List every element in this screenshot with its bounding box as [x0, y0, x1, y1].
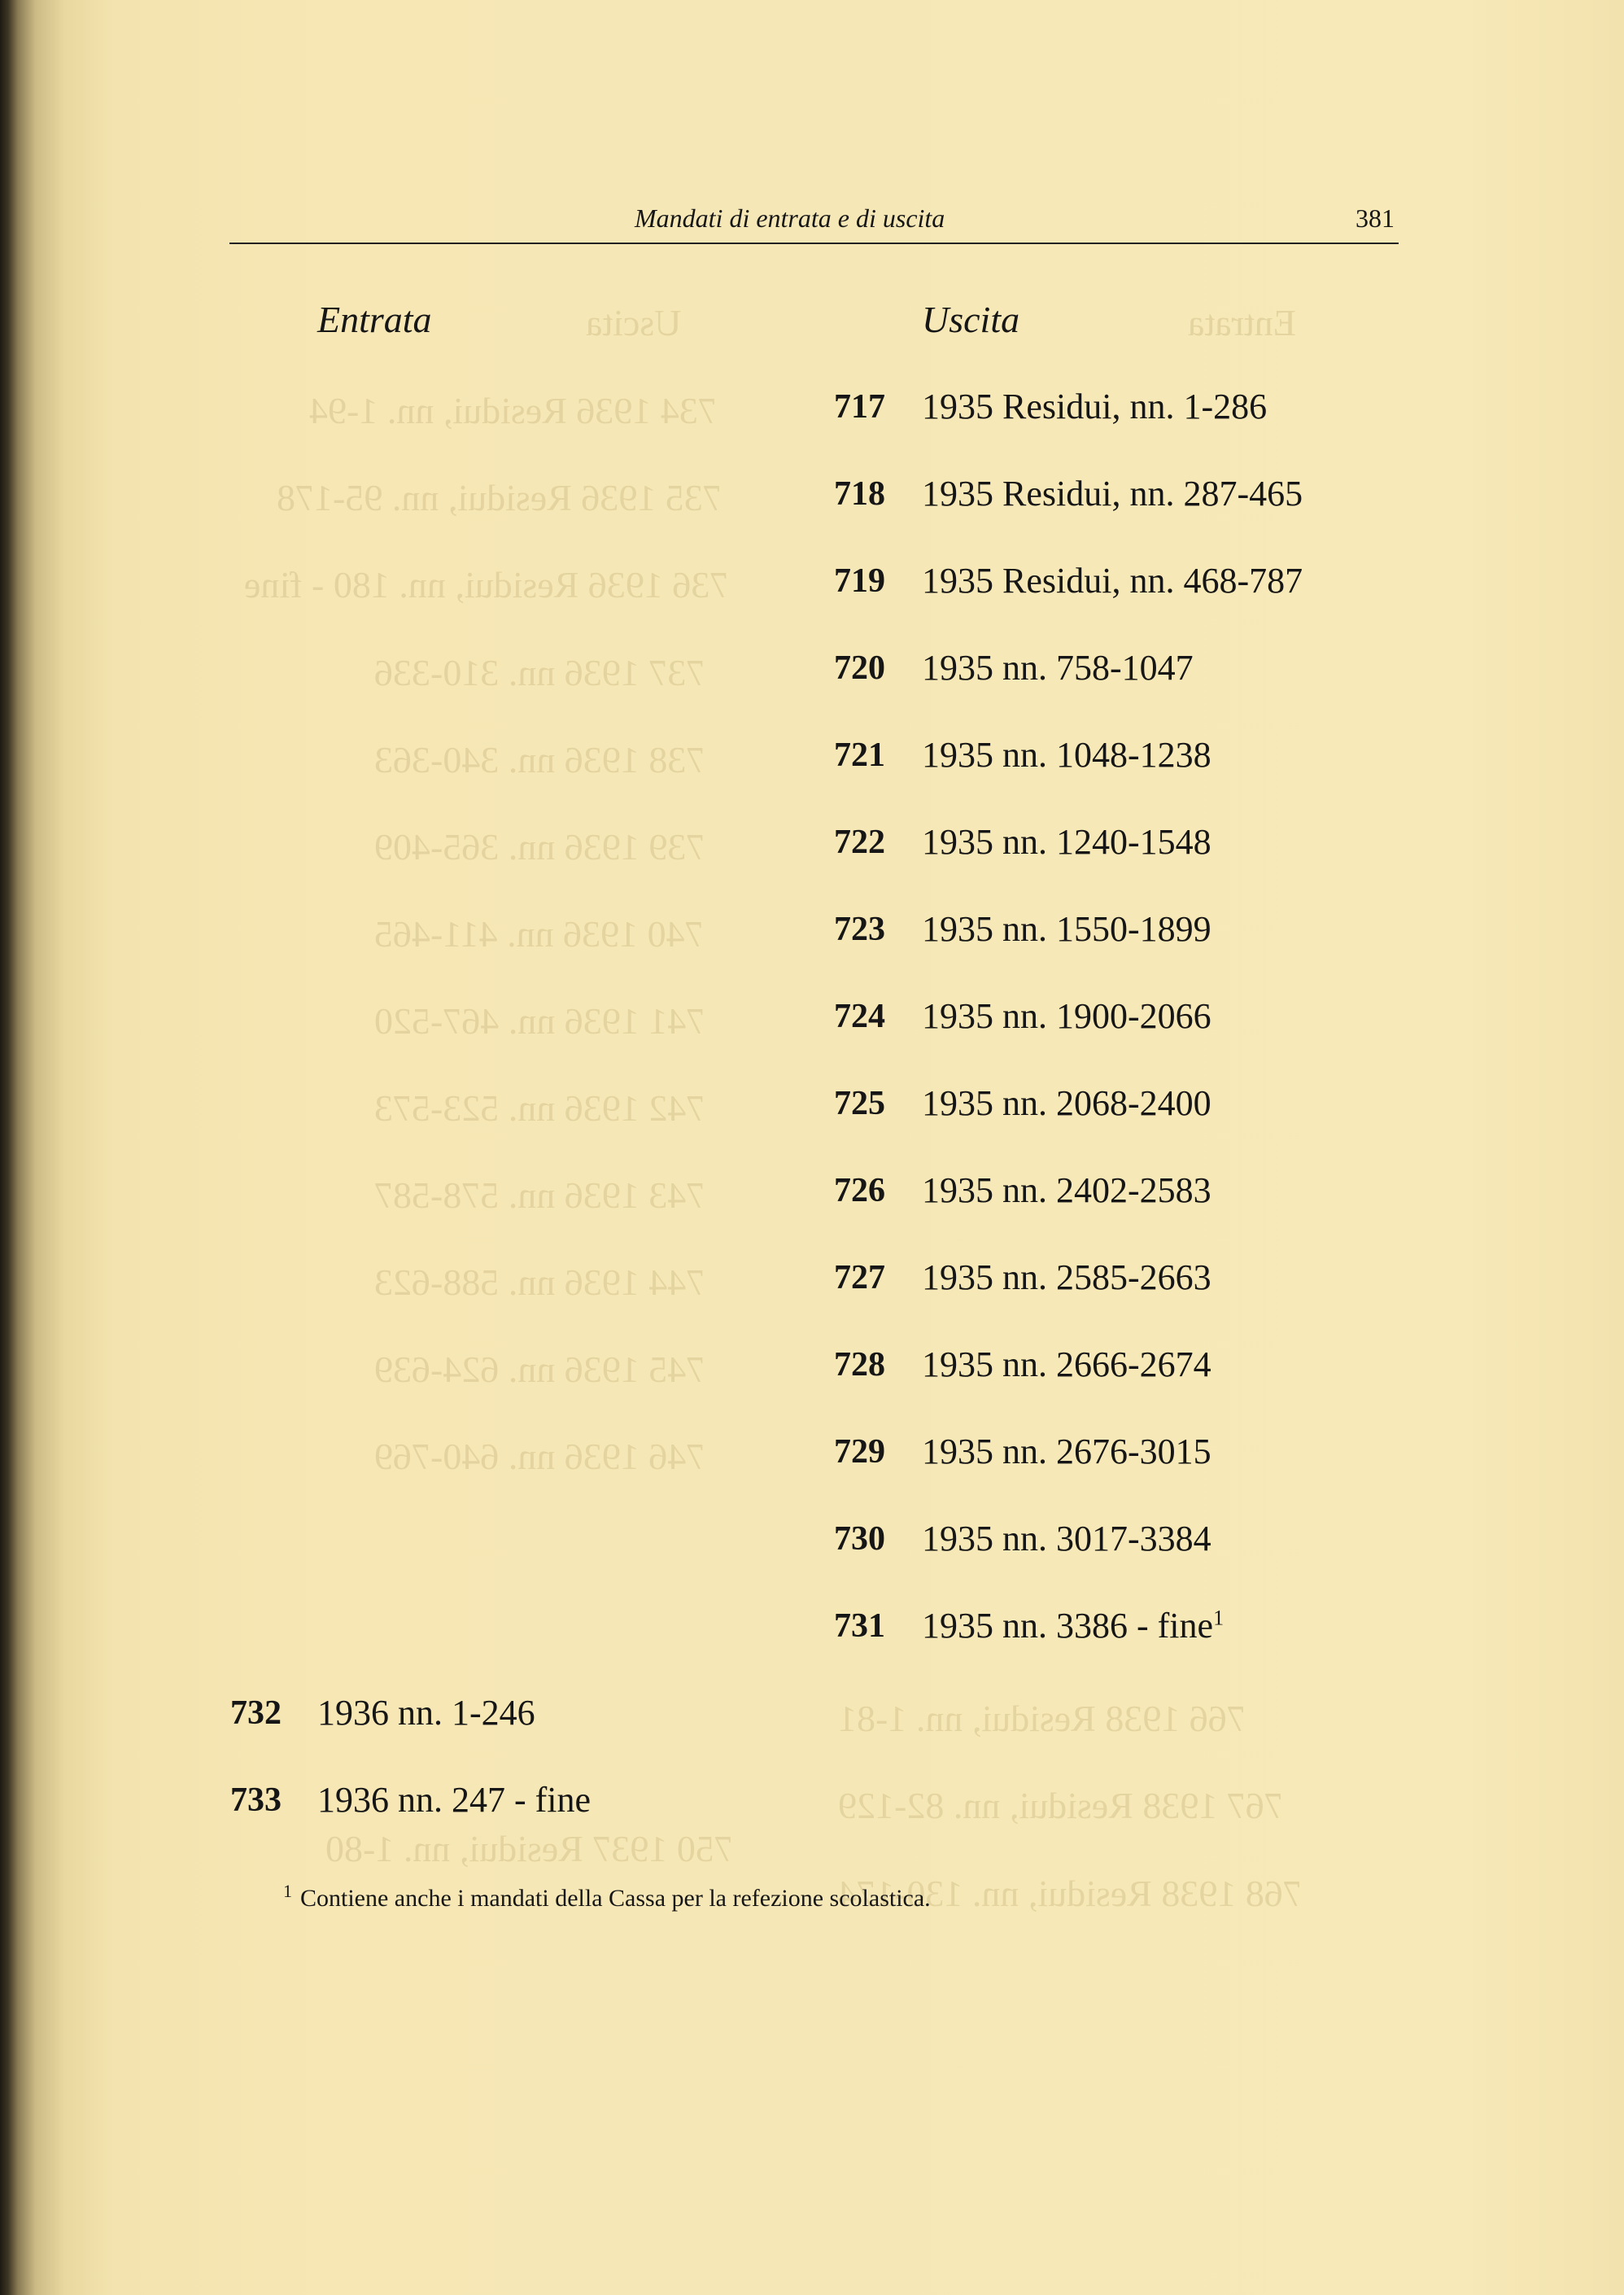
entry-number: 720	[834, 649, 885, 687]
entry-text: 1935 Residui, nn. 468-787	[922, 561, 1303, 601]
footnote-text: Contiene anche i mandati della Cassa per la refezione scolastica.	[300, 1885, 931, 1912]
entry-text: 1935 nn. 1240-1548	[922, 822, 1211, 862]
entry-text: 1935 nn. 2676-3015	[922, 1432, 1211, 1471]
entry-text: 1935 nn. 3386 - fine	[922, 1606, 1214, 1646]
footnote	[283, 1881, 931, 1912]
entry-number: 731	[834, 1607, 885, 1645]
entry-text: 1935 nn. 758-1047	[922, 648, 1194, 688]
page-number: 381	[1356, 203, 1395, 233]
entry-text: 1935 nn. 2666-2674	[922, 1344, 1211, 1384]
running-header-title: Mandati di entrata e di uscita	[635, 203, 945, 233]
column-heading-entrata: Entrata	[317, 299, 432, 340]
footnote-reference: 1	[1213, 1606, 1225, 1630]
entry-text: 1936 nn. 247 - fine	[317, 1780, 592, 1820]
entry-number: 727	[834, 1259, 885, 1296]
entry-number: 724	[834, 998, 885, 1035]
entry-number: 722	[834, 824, 885, 861]
entry-text: 1936 nn. 1-246	[317, 1693, 535, 1733]
entry-number: 733	[230, 1781, 282, 1819]
header-rule	[229, 243, 1399, 244]
entry-text-with-note	[922, 1605, 1224, 1646]
entry-text: 1935 Residui, nn. 1-286	[922, 387, 1268, 426]
entry-text: 1935 nn. 1048-1238	[922, 735, 1211, 775]
entry-text: 1935 nn. 3017-3384	[922, 1519, 1211, 1558]
entry-text: 1935 nn. 2402-2583	[922, 1170, 1211, 1210]
entry-number: 732	[230, 1694, 282, 1732]
entry-text: 1935 nn. 2068-2400	[922, 1083, 1211, 1123]
column-heading-uscita: Uscita	[922, 299, 1020, 340]
entry-number: 717	[834, 388, 885, 426]
entry-number: 728	[834, 1346, 885, 1384]
entry-text: 1935 nn. 2585-2663	[922, 1257, 1211, 1297]
entry-number: 730	[834, 1520, 885, 1558]
entry-text: 1935 nn. 1550-1899	[922, 909, 1211, 949]
entry-number: 729	[834, 1433, 885, 1471]
entry-number: 726	[834, 1172, 885, 1209]
entry-text: 1935 Residui, nn. 287-465	[922, 474, 1303, 514]
entry-number: 725	[834, 1085, 885, 1122]
entry-text: 1935 nn. 1900-2066	[922, 996, 1211, 1036]
entry-number: 719	[834, 562, 885, 600]
footnote-mark: 1	[283, 1881, 292, 1901]
entry-number: 721	[834, 737, 885, 774]
entry-number: 723	[834, 911, 885, 948]
entry-number: 718	[834, 475, 885, 513]
